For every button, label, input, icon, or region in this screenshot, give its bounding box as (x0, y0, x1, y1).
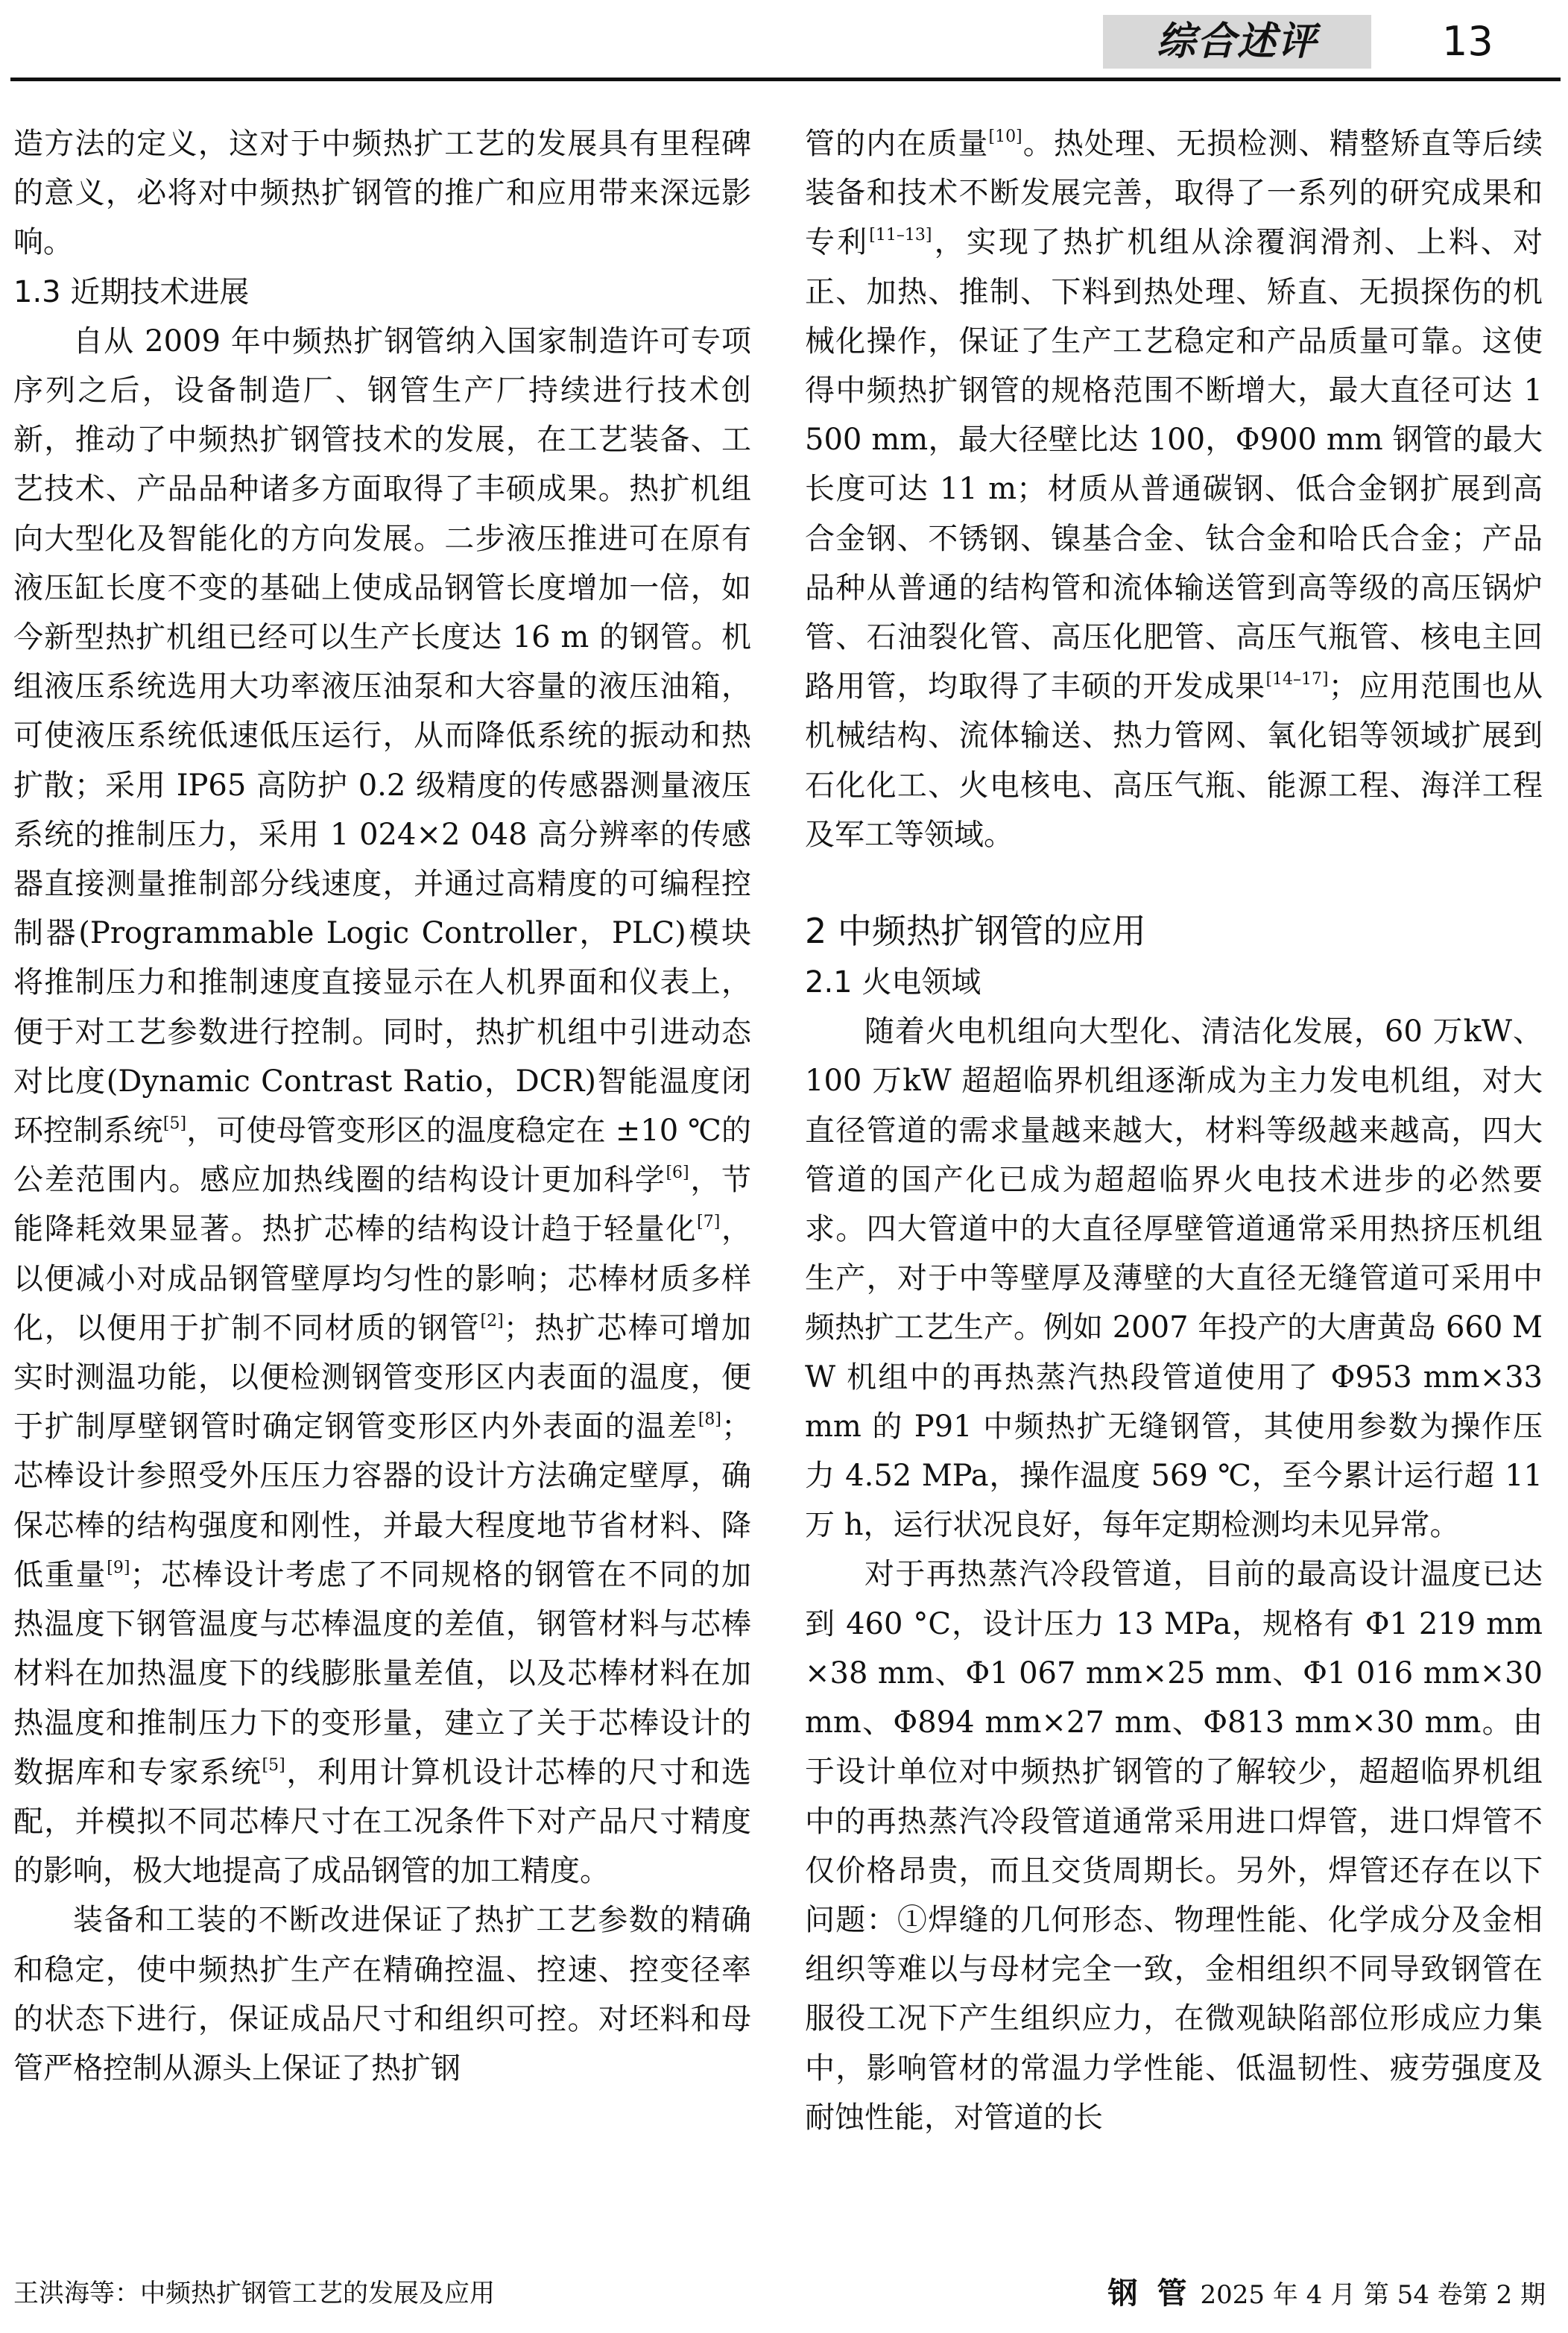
paragraph-text: ；芯棒设计考虑了不同规格的钢管在不同的加热温度下钢管温度与芯棒温度的差值，钢管材料与芯棒材料在加热温度下的线膨胀量差值，以及芯棒材料在加热温度和推制压力下的变形量，建立了关于芯棒设计的数据库和专家系统 (13, 1557, 752, 1790)
body-paragraph: 造方法的定义，这对于中频热扩工艺的发展具有里程碑的意义，必将对中频热扩钢管的推广和应用带来深远影响。 (13, 127, 751, 260)
right-column (805, 119, 1543, 2142)
page-header (0, 0, 1568, 82)
citation-ref: [2] (480, 1311, 504, 1330)
paragraph-text: ，节能降耗效果显著。热扩芯棒的结构设计趋于轻量化 (13, 1163, 752, 1247)
footer-issue: 2025 年 4 月 第 54 卷第 2 期 (1200, 2280, 1546, 2310)
paragraph-text: 装备和工装的不断改进保证了热扩工艺参数的精确和稳定，使中频热扩生产在精确控温、控速、控变径率的状态下进行，保证成品尺寸和组织可控。对坯料和母管严格控制从源头上保证了热扩钢 (13, 1903, 751, 2086)
body-paragraph (13, 317, 751, 1896)
left-column (13, 119, 751, 2093)
citation-ref: [9] (107, 1558, 130, 1577)
paragraph-text: ，利用计算机设计芯棒的尺寸和选配，并模拟不同芯棒尺寸在工况条件下对产品尺寸精度的影响，极大地提高了成品钢管的加工精度。 (13, 1755, 752, 1889)
citation-ref: [7] (697, 1213, 721, 1232)
footer-journal-info (1108, 2275, 1546, 2314)
paragraph-text: ；应用范围也从机械结构、流体输送、热力管网、氧化铝等领域扩展到石化化工、火电核电、高压气瓶、能源工程、海洋工程及军工等领域。 (805, 669, 1543, 852)
body-paragraph (805, 1550, 1543, 2141)
section-heading: 2 中频热扩钢管的应用 (805, 911, 1146, 952)
body-paragraph (805, 119, 1543, 859)
paragraph-text: ，可使母管变形区的温度稳定在 ±10 ℃的公差范围内。感应加热线圈的结构设计更加科学 (13, 1114, 751, 1198)
paragraph-text: ；芯棒设计参照受外压压力容器的设计方法确定壁厚，确保芯棒的结构强度和刚性，并最大程度地节省材料、降低重量 (13, 1409, 751, 1592)
paragraph-text: 对于再热蒸汽冷段管道，目前的最高设计温度已达到 460 °C，设计压力 13 MPa，规格有 Φ1 219 mm×38 mm、Φ1 067 mm×25 mm、Φ1 016 mm×30 mm、Φ894 mm×27 mm、Φ813 mm×30 mm。由于设计单位对中频热扩钢管的了解较少，超超临界机组中的再热蒸汽冷段管道通常采用进口焊管，进口焊管不仅价格昂贵，而且交货周期长。另外，焊管还存在以下问题：①焊缝的几何形态、物理性能、化学成分及金相组织等难以与母材完全一致，金相组织不同导致钢管在服役工况下产生组织应力，在微观缺陷部位形成应力集中，影响管材的常温力学性能、低温韧性、疲劳强度及耐蚀性能，对管道的长 (805, 1557, 1543, 2135)
paragraph-text: 自从 2009 年中频热扩钢管纳入国家制造许可专项序列之后，设备制造厂、钢管生产厂持续进行技术创新，推动了中频热扩钢管技术的发展，在工艺装备、工艺技术、产品品种诸多方面取得了丰硕成果。热扩机组向大型化及智能化的方向发展。二步液压推进可在原有液压缸长度不变的基础上使成品钢管长度增加一倍，如今新型热扩机组已经可以生产长度达 16 m 的钢管。机组液压系统选用大功率液压油泵和大容量的液压油箱，可使液压系统低速低压运行，从而降低系统的振动和热扩散；采用 IP65 高防护 0.2 级精度的传感器测量液压系统的推制压力，采用 1 024×2 048 高分辨率的传感器直接测量推制部分线速度，并通过高精度的可编程控制器(Programmable Logic Controller，PLC)模块将推制压力和推制速度直接显示在人机界面和仪表上，便于对工艺参数进行控制。同时，热扩机组中引进动态对比度(Dynamic Contrast Ratio，DCR)智能温度闭环控制系统 (13, 323, 751, 1149)
page-number: 13 (1442, 18, 1493, 65)
paragraph-text: 。热处理、无损检测、精整矫直等后续装备和技术不断发展完善，取得了一系列的研究成果和专利 (805, 127, 1543, 260)
citation-ref: [14–17] (1265, 670, 1329, 689)
subsection-heading: 2.1 火电领域 (805, 965, 981, 1000)
section-title: 综合述评 (1103, 15, 1371, 69)
citation-ref: [8] (698, 1410, 721, 1430)
paragraph-text: ，以便减小对成品钢管壁厚均匀性的影响；芯棒材质多样化，以便用于扩制不同材质的钢管 (13, 1212, 752, 1345)
citation-ref: [10] (988, 127, 1022, 146)
citation-ref: [5] (262, 1755, 285, 1775)
paragraph-text: 管的内在质量 (805, 127, 989, 161)
body-paragraph (13, 1895, 751, 2093)
paragraph-text: ，实现了热扩机组从涂覆润滑剂、上料、对正、加热、推制、下料到热处理、矫直、无损探伤的机械化操作，保证了生产工艺稳定和产品质量可靠。这使得中频热扩钢管的规格范围不断增大，最大直径可达 1 500 mm，最大径壁比达 100，Φ900 mm 钢管的最大长度可达 11 m；材质从普通碳钢、低合金钢扩展到高合金钢、不锈钢、镍基合金、钛合金和哈氏合金；产品品种从普通的结构管和流体输送管到高等级的高压锅炉管、石油裂化管、高压化肥管、高压气瓶管、核电主回路用管，均取得了丰硕的开发成果 (805, 225, 1543, 704)
footer-journal-name: 钢 管 (1107, 2276, 1192, 2311)
footer-article-title: 王洪海等：中频热扩钢管工艺的发展及应用 (13, 2279, 495, 2308)
citation-ref: [5] (162, 1114, 187, 1134)
paragraph-text: ；热扩芯棒可增加实时测温功能，以便检测钢管变形区内表面的温度，便于扩制厚壁钢管时确定钢管变形区内外表面的温差 (13, 1310, 752, 1445)
citation-ref: [11–13] (869, 226, 932, 245)
subsection-heading: 1.3 近期技术进展 (13, 274, 250, 309)
header-rule (10, 78, 1561, 81)
paragraph-text: 随着火电机组向大型化、清洁化发展，60 万kW、100 万kW 超超临界机组逐渐成为主力发电机组，对大直径管道的需求量越来越大，材料等级越来越高，四大管道的国产化已成为超超临界火电技术进步的必然要求。四大管道中的大直径厚壁管道通常采用热挤压机组生产，对于中等壁厚及薄壁的大直径无缝管道可采用中频热扩工艺生产。例如 2007 年投产的大唐黄岛 660 MW 机组中的再热蒸汽热段管道使用了 Φ953 mm×33 mm 的 P91 中频热扩无缝钢管，其使用参数为操作压力 4.52 MPa，操作温度 569 ℃，至今累计运行超 11 万 h，运行状况良好，每年定期检测均未见异常。 (805, 1014, 1543, 1543)
citation-ref: [6] (666, 1164, 689, 1183)
body-paragraph (805, 1007, 1543, 1550)
